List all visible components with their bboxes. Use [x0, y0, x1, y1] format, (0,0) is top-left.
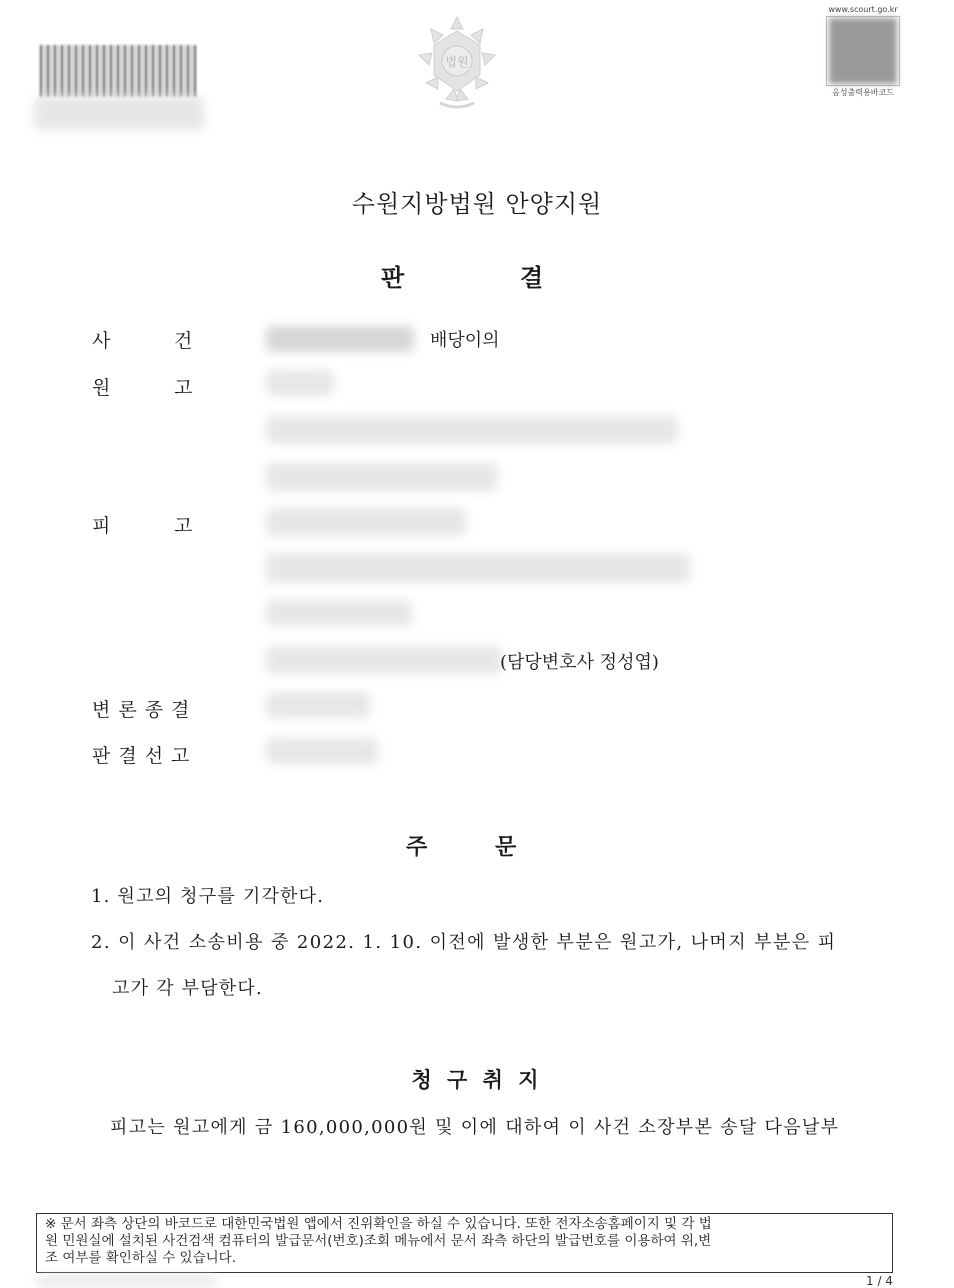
lawyer-name: (담당변호사 정성엽)	[500, 652, 659, 673]
order-item-2-line-1: 2. 이 사건 소송비용 중 2022. 1. 10. 이전에 발생한 부분은 원고가, 나머지 부분은 피	[91, 932, 837, 953]
defendant-label-char-1: 피	[92, 515, 111, 537]
doc-title-char-1: 판	[381, 264, 405, 292]
notice-line-2: 원 민원실에 설치된 사건검색 컴퓨터의 발급문서(번호)조회 메뉴에서 문서 좌측 하단의 발급번호를 이용하여 위,변	[45, 1233, 712, 1249]
notice-line-1: ※ 문서 좌측 상단의 바코드로 대한민국법원 앱에서 진위확인을 하실 수 있습니다. 또한 전자소송홈페이지 및 각 법	[45, 1216, 712, 1232]
page-number: 1 / 4	[866, 1274, 893, 1288]
redacted-plaintiff-address-2	[266, 463, 498, 491]
hearing-end-label: 변론종결	[92, 699, 198, 721]
redacted-case-number	[266, 326, 414, 352]
court-name: 수원지방법원 안양지원	[351, 190, 603, 218]
verification-barcode	[40, 45, 198, 97]
order-item-2-line-2: 고가 각 부담한다.	[112, 978, 263, 999]
redacted-barcode-number	[34, 96, 204, 130]
plaintiff-label-char-1: 원	[92, 377, 111, 399]
case-label-char-2: 건	[174, 330, 193, 352]
judgment-date-label: 판결선고	[92, 745, 198, 767]
order-heading-char-2: 문	[495, 835, 517, 860]
doc-title-char-2: 결	[520, 264, 544, 292]
case-label-char-1: 사	[92, 330, 111, 352]
court-seal-icon	[416, 15, 498, 109]
redacted-defendant-address-1	[266, 553, 690, 583]
order-item-1: 1. 원고의 청구를 기각한다.	[91, 886, 325, 907]
redacted-judgment-date	[266, 738, 378, 764]
redacted-issue-number	[36, 1276, 216, 1286]
notice-line-3: 조 여부를 확인하실 수 있습니다.	[45, 1250, 236, 1266]
redacted-defendant-name	[266, 508, 466, 536]
qr-label: 음성출력용바코드	[832, 88, 894, 97]
verification-notice	[36, 1213, 893, 1273]
qr-code-icon	[829, 18, 897, 84]
redacted-plaintiff-name	[266, 370, 334, 396]
case-type: 배당이의	[430, 330, 500, 351]
qr-url: www.scourt.go.kr	[828, 5, 898, 14]
redacted-plaintiff-address-1	[266, 416, 678, 444]
redacted-defendant-address-2	[266, 600, 412, 626]
claim-heading: 청 구 취 지	[411, 1068, 543, 1092]
redacted-hearing-end-date	[266, 692, 370, 718]
defendant-label-char-2: 고	[174, 515, 193, 537]
plaintiff-label-char-2: 고	[174, 377, 193, 399]
claim-text-line-1: 피고는 원고에게 금 160,000,000원 및 이에 대하여 이 사건 소장부본 송달 다음날부	[110, 1117, 840, 1138]
redacted-defendant-representative	[266, 646, 502, 674]
seal-text: 법원	[445, 55, 469, 69]
order-heading-char-1: 주	[406, 835, 428, 860]
